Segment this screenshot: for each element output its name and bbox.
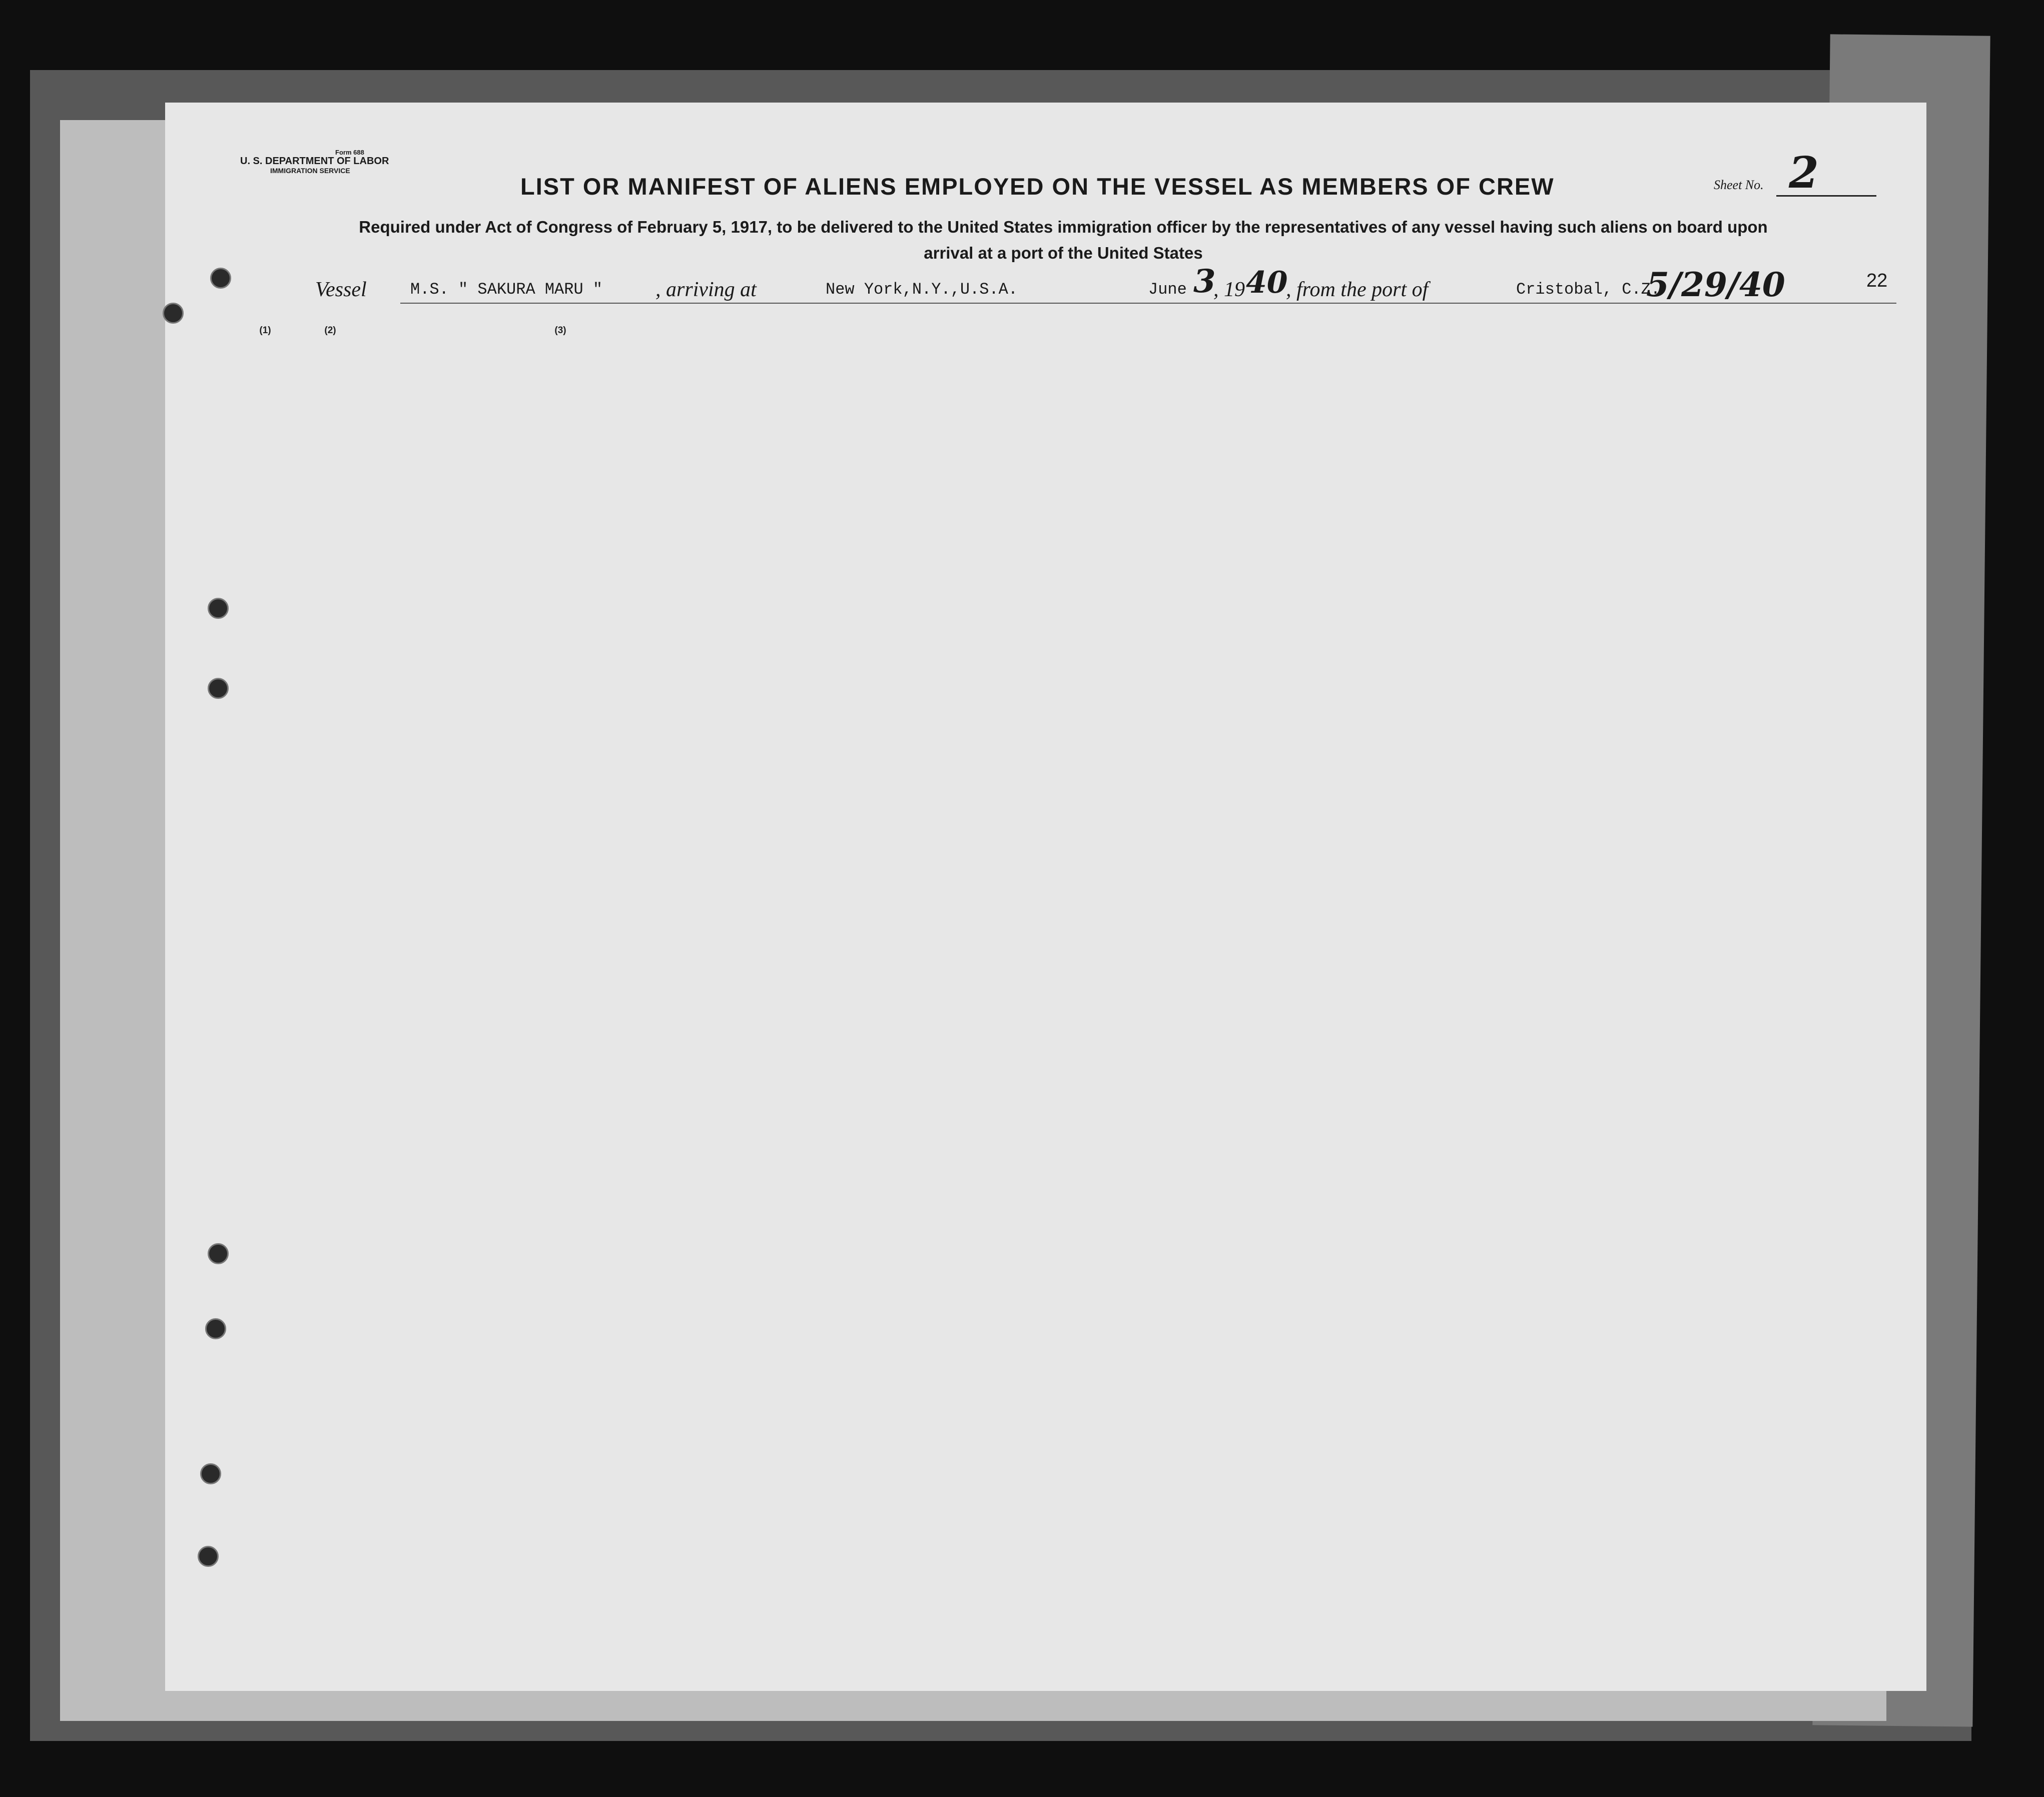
page-title: LIST OR MANIFEST OF ALIENS EMPLOYED ON THE VESSEL AS MEMBERS OF CREW xyxy=(520,173,1555,200)
departure-port: Cristobal, C.Z. xyxy=(1516,280,1661,299)
punch-hole xyxy=(163,303,184,324)
subtitle-line-2: arrival at a port of the United States xyxy=(924,244,1203,262)
punch-hole xyxy=(200,1463,221,1484)
arriving-label: , arriving at xyxy=(655,278,757,301)
handwritten-date: 5/29/40 xyxy=(1646,265,1785,304)
punch-hole xyxy=(198,1546,219,1567)
arrival-month: June xyxy=(1148,280,1187,299)
column-number-3: (3) xyxy=(554,325,566,336)
manifest-page xyxy=(165,103,1926,1691)
punch-hole xyxy=(208,1243,229,1264)
vessel-label: Vessel xyxy=(315,278,367,301)
subtitle-line-1: Required under Act of Congress of February 5, 1917, to be delivered to the United States immigration officer by the representatives of any vessel having such aliens on board upon xyxy=(359,218,1768,236)
year-prefix: , 19 xyxy=(1213,278,1245,301)
vessel-line-rule xyxy=(400,303,1896,304)
department-name: U. S. DEPARTMENT OF LABOR xyxy=(240,156,389,167)
arrival-year: 40 xyxy=(1246,265,1288,300)
arrival-port: New York,N.Y.,U.S.A. xyxy=(826,280,1018,299)
sheet-number: 2 xyxy=(1789,148,1819,198)
column-number-2: (2) xyxy=(324,325,336,336)
punch-hole xyxy=(210,268,231,289)
sheet-label: Sheet No. xyxy=(1714,178,1764,192)
from-port-label: , from the port of xyxy=(1286,278,1429,301)
service-name: IMMIGRATION SERVICE xyxy=(270,167,350,175)
arrival-day: 3 xyxy=(1193,263,1216,300)
punch-hole xyxy=(208,678,229,699)
punch-hole xyxy=(208,598,229,619)
sheet-number-underline xyxy=(1776,195,1876,197)
punch-hole xyxy=(205,1318,226,1339)
vessel-name: M.S. " SAKURA MARU " xyxy=(410,280,603,299)
corner-number: 22 xyxy=(1866,270,1888,291)
column-number-1: (1) xyxy=(259,325,271,336)
form-number: Form 688 xyxy=(335,149,364,156)
